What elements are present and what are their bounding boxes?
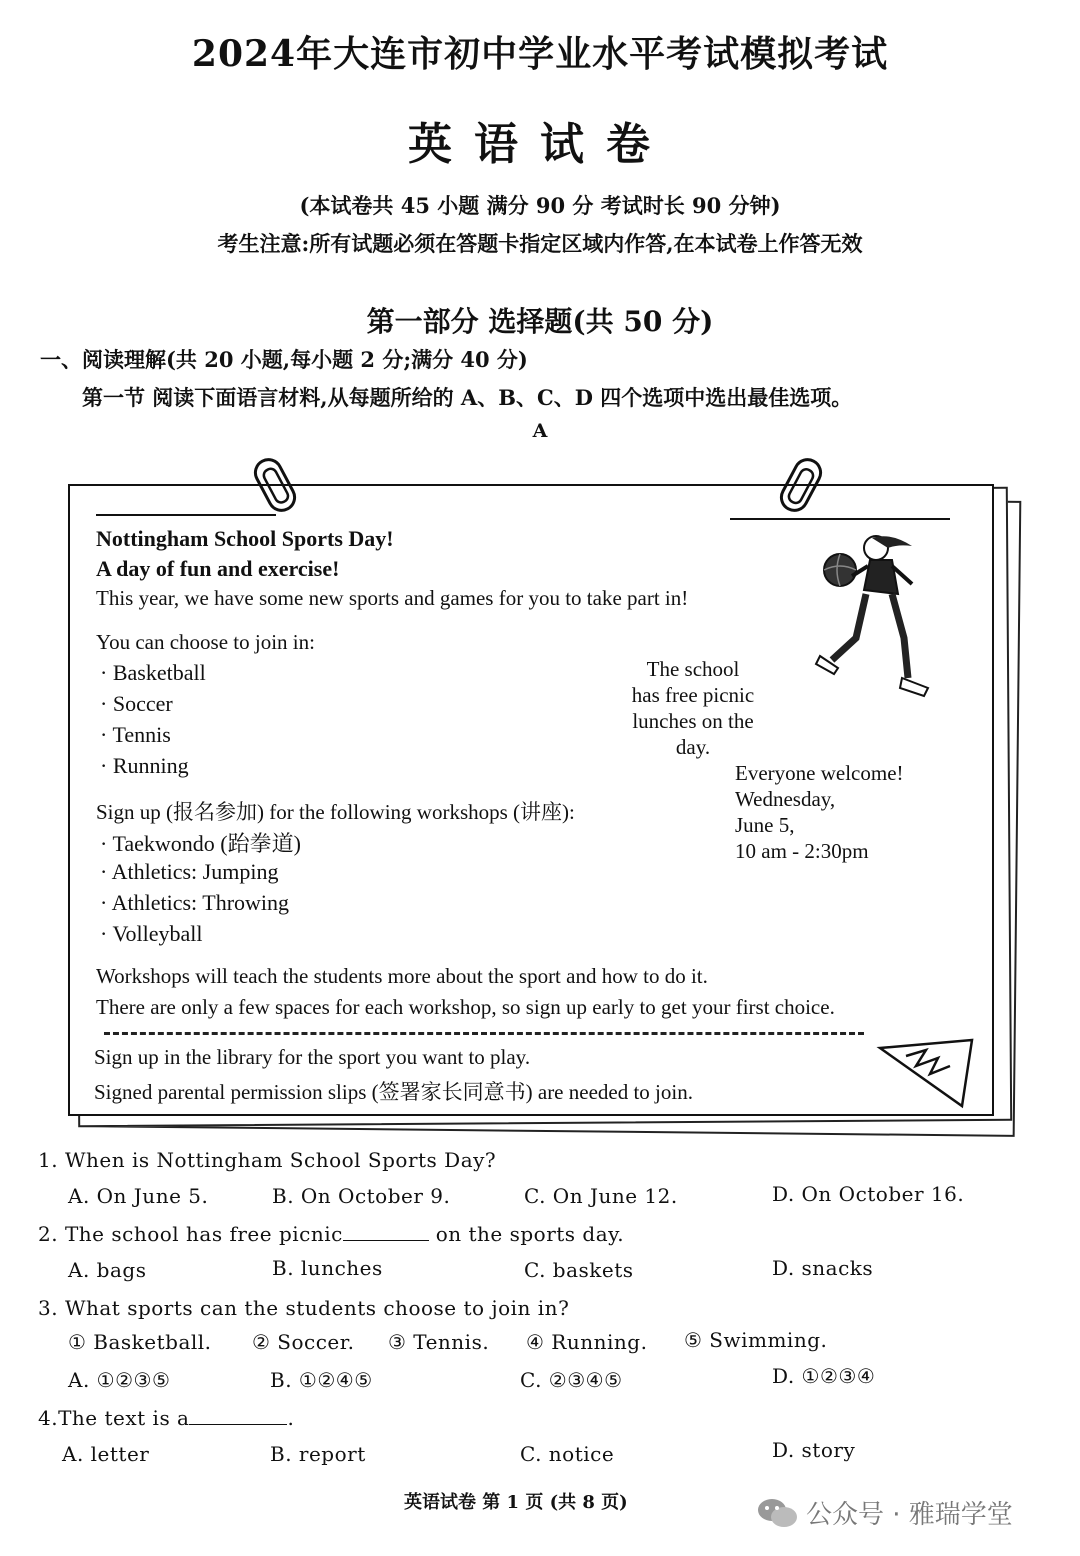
section-heading: 一、阅读理解(共 20 小题,每小题 2 分;满分 40 分) bbox=[40, 347, 528, 372]
question-3-option-c: C. ②③④⑤ bbox=[520, 1368, 623, 1392]
sport-item: · Running bbox=[100, 753, 189, 778]
question-4-option-c: C. notice bbox=[520, 1442, 615, 1466]
signup-label: Sign up (报名参加) for the following workshops (讲座): bbox=[96, 800, 575, 824]
paper-clip-icon bbox=[244, 452, 314, 522]
question-3-stem: 3. What sports can the students choose to join in? bbox=[38, 1296, 570, 1320]
wechat-icon bbox=[756, 1496, 800, 1530]
workshop-item: · Athletics: Jumping bbox=[100, 859, 279, 884]
poster-subheadline: A day of fun and exercise! bbox=[96, 556, 340, 581]
exam-notice: 考生注意:所有试题必须在答题卡指定区域内作答,在本试卷上作答无效 bbox=[217, 231, 863, 256]
question-3-item: ② Soccer. bbox=[252, 1330, 355, 1354]
exam-info: (本试卷共 45 小题 满分 90 分 考试时长 90 分钟) bbox=[299, 193, 781, 218]
page-footer: 英语试卷 第 1 页 (共 8 页) bbox=[404, 1492, 628, 1513]
poster-top-rule bbox=[730, 518, 950, 520]
question-3-item: ① Basketball. bbox=[68, 1330, 212, 1354]
subject-title: 英语试卷 bbox=[408, 119, 672, 170]
sport-item: · Soccer bbox=[100, 691, 173, 716]
paper-clip-icon bbox=[764, 452, 834, 522]
question-2-option-d: D. snacks bbox=[772, 1256, 874, 1280]
sport-item: · Tennis bbox=[100, 722, 171, 747]
question-4-option-a: A. letter bbox=[62, 1442, 150, 1466]
question-4-stem: 4.The text is a . bbox=[38, 1406, 295, 1430]
question-4-option-d: D. story bbox=[772, 1438, 856, 1462]
question-2-stem: 2. The school has free picnic on the sports day. bbox=[38, 1222, 625, 1246]
workshop-item: · Volleyball bbox=[100, 921, 203, 946]
section-instruction: 第一节 阅读下面语言材料,从每题所给的 A、B、C、D 四个选项中选出最佳选项。 bbox=[82, 385, 853, 410]
question-3-item: ③ Tennis. bbox=[388, 1330, 490, 1354]
question-3-item: ④ Running. bbox=[526, 1330, 648, 1354]
question-2-option-a: A. bags bbox=[68, 1258, 147, 1282]
passage-label: A bbox=[532, 420, 548, 442]
poster-top-rule bbox=[96, 514, 276, 516]
event-info: Everyone welcome! Wednesday, June 5, 10 am - 2:30pm bbox=[735, 761, 904, 863]
question-2-option-b: B. lunches bbox=[272, 1256, 383, 1280]
workshop-item: · Athletics: Throwing bbox=[100, 890, 290, 915]
answer-blank bbox=[343, 1222, 429, 1241]
lunch-info: The school has free picnic lunches on the day. bbox=[631, 657, 755, 759]
exam-title: 2024年大连市初中学业水平考试模拟考试 bbox=[191, 33, 889, 75]
question-3-option-a: A. ①②③⑤ bbox=[68, 1368, 171, 1392]
workshop-note: There are only a few spaces for each workshop, so sign up early to get your first choice. bbox=[96, 995, 835, 1019]
question-3-item: ⑤ Swimming. bbox=[684, 1328, 828, 1352]
question-1-option-c: C. On June 12. bbox=[524, 1184, 678, 1208]
poster-headline: Nottingham School Sports Day! bbox=[96, 526, 394, 551]
part-heading: 第一部分 选择题(共 50 分) bbox=[366, 305, 714, 338]
answer-blank bbox=[189, 1406, 287, 1425]
basketball-player-illustration bbox=[812, 528, 942, 708]
dashed-divider bbox=[104, 1032, 864, 1035]
workshop-item: · Taekwondo (跆拳道) bbox=[100, 831, 301, 856]
choose-label: You can choose to join in: bbox=[96, 630, 315, 654]
permission-note: Signed parental permission slips (签署家长同意书) are needed to join. bbox=[94, 1080, 693, 1104]
question-2-option-c: C. baskets bbox=[524, 1258, 634, 1282]
question-3-option-d: D. ①②③④ bbox=[772, 1364, 876, 1388]
library-note: Sign up in the library for the sport you want to play. bbox=[94, 1045, 531, 1069]
question-1-stem: 1. When is Nottingham School Sports Day? bbox=[38, 1148, 497, 1172]
curled-corner-icon bbox=[876, 1036, 976, 1116]
question-1-option-b: B. On October 9. bbox=[272, 1184, 451, 1208]
watermark-text: 公众号 · 雅瑞学堂 bbox=[806, 1500, 1013, 1530]
question-1-option-a: A. On June 5. bbox=[68, 1184, 209, 1208]
question-4-option-b: B. report bbox=[270, 1442, 366, 1466]
workshop-note: Workshops will teach the students more about the sport and how to do it. bbox=[96, 964, 708, 988]
poster-intro: This year, we have some new sports and games for you to take part in! bbox=[96, 586, 689, 610]
sport-item: · Basketball bbox=[100, 660, 206, 685]
question-1-option-d: D. On October 16. bbox=[772, 1182, 965, 1206]
question-3-option-b: B. ①②④⑤ bbox=[270, 1368, 373, 1392]
